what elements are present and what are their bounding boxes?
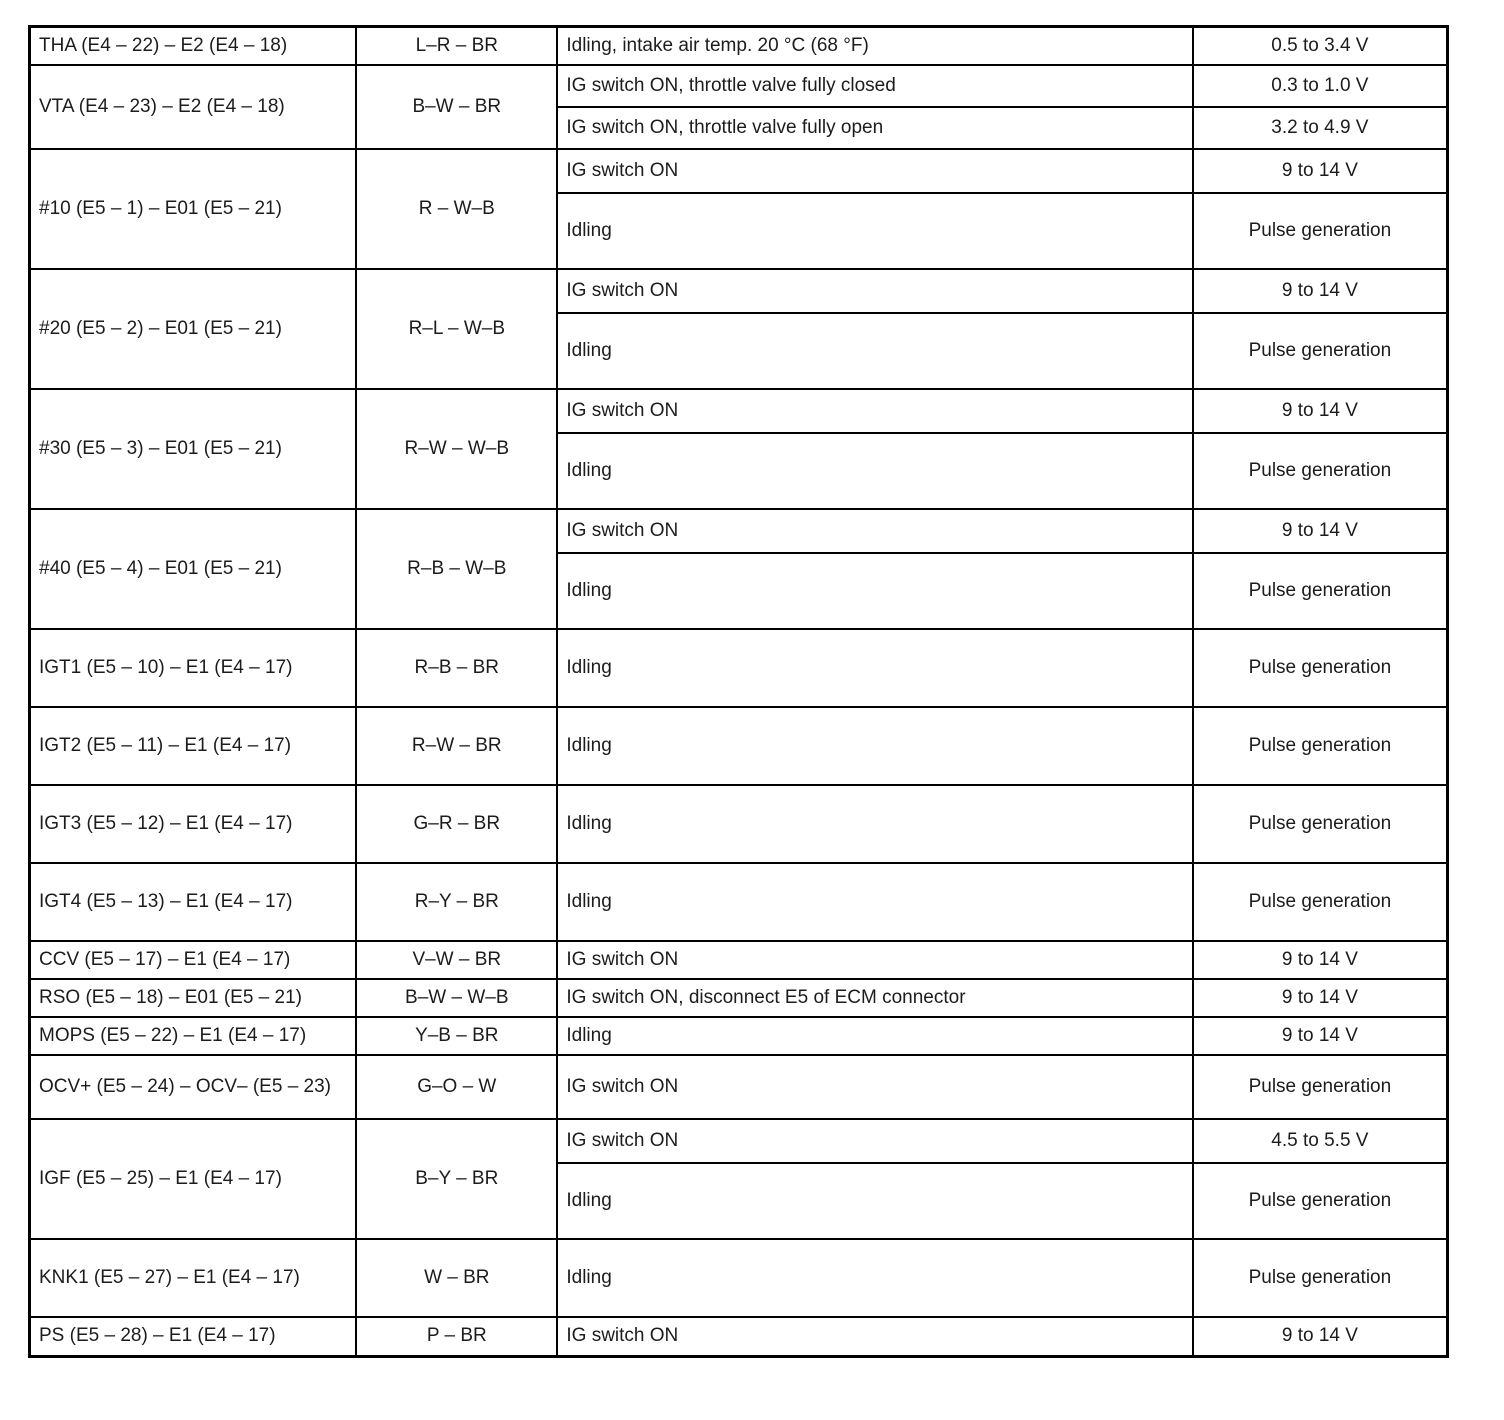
value-cell: Pulse generation xyxy=(1193,863,1448,941)
condition-cell: IG switch ON, disconnect E5 of ECM connector xyxy=(557,979,1192,1017)
value-cell: Pulse generation xyxy=(1193,193,1448,269)
value-cell: Pulse generation xyxy=(1193,553,1448,629)
value-cell: Pulse generation xyxy=(1193,1163,1448,1239)
condition-cell: IG switch ON xyxy=(557,1317,1192,1357)
terminal-cell: CCV (E5 – 17) – E1 (E4 – 17) xyxy=(30,941,357,979)
table-row xyxy=(30,785,1448,863)
table-row xyxy=(30,269,1448,313)
terminal-cell: IGT4 (E5 – 13) – E1 (E4 – 17) xyxy=(30,863,357,941)
condition-cell: IG switch ON xyxy=(557,509,1192,553)
terminal-cell: #20 (E5 – 2) – E01 (E5 – 21) xyxy=(30,269,357,389)
value-cell: Pulse generation xyxy=(1193,1239,1448,1317)
value-cell: Pulse generation xyxy=(1193,313,1448,389)
value-cell: 9 to 14 V xyxy=(1193,149,1448,193)
value-cell: Pulse generation xyxy=(1193,1055,1448,1119)
table-row xyxy=(30,149,1448,193)
value-cell: 0.3 to 1.0 V xyxy=(1193,65,1448,107)
table-row xyxy=(30,1239,1448,1317)
condition-cell: Idling xyxy=(557,313,1192,389)
condition-cell: IG switch ON, throttle valve fully open xyxy=(557,107,1192,149)
condition-cell: Idling xyxy=(557,553,1192,629)
condition-cell: IG switch ON, throttle valve fully closed xyxy=(557,65,1192,107)
table-row xyxy=(30,389,1448,433)
wire-color-cell: R–W – W–B xyxy=(356,389,557,509)
value-cell: Pulse generation xyxy=(1193,433,1448,509)
table-row xyxy=(30,27,1448,65)
value-cell: Pulse generation xyxy=(1193,629,1448,707)
wire-color-cell: Y–B – BR xyxy=(356,1017,557,1055)
value-cell: 9 to 14 V xyxy=(1193,389,1448,433)
condition-cell: Idling xyxy=(557,1163,1192,1239)
value-cell: 9 to 14 V xyxy=(1193,269,1448,313)
terminal-voltage-table xyxy=(28,25,1449,1358)
value-cell: 9 to 14 V xyxy=(1193,979,1448,1017)
terminal-cell: KNK1 (E5 – 27) – E1 (E4 – 17) xyxy=(30,1239,357,1317)
terminal-cell: MOPS (E5 – 22) – E1 (E4 – 17) xyxy=(30,1017,357,1055)
condition-cell: Idling xyxy=(557,707,1192,785)
table-row xyxy=(30,863,1448,941)
terminal-cell: #10 (E5 – 1) – E01 (E5 – 21) xyxy=(30,149,357,269)
terminal-cell: THA (E4 – 22) – E2 (E4 – 18) xyxy=(30,27,357,65)
table-row xyxy=(30,1017,1448,1055)
wire-color-cell: R – W–B xyxy=(356,149,557,269)
condition-cell: Idling xyxy=(557,193,1192,269)
condition-cell: IG switch ON xyxy=(557,269,1192,313)
wire-color-cell: G–R – BR xyxy=(356,785,557,863)
condition-cell: Idling, intake air temp. 20 °C (68 °F) xyxy=(557,27,1192,65)
terminal-cell: VTA (E4 – 23) – E2 (E4 – 18) xyxy=(30,65,357,149)
condition-cell: Idling xyxy=(557,433,1192,509)
value-cell: Pulse generation xyxy=(1193,785,1448,863)
value-cell: 9 to 14 V xyxy=(1193,509,1448,553)
wire-color-cell: W – BR xyxy=(356,1239,557,1317)
value-cell: 4.5 to 5.5 V xyxy=(1193,1119,1448,1163)
terminal-cell: #30 (E5 – 3) – E01 (E5 – 21) xyxy=(30,389,357,509)
condition-cell: IG switch ON xyxy=(557,149,1192,193)
table-row xyxy=(30,1317,1448,1357)
wire-color-cell: G–O – W xyxy=(356,1055,557,1119)
table-row xyxy=(30,979,1448,1017)
table-row xyxy=(30,707,1448,785)
condition-cell: IG switch ON xyxy=(557,1055,1192,1119)
wire-color-cell: B–W – BR xyxy=(356,65,557,149)
condition-cell: IG switch ON xyxy=(557,389,1192,433)
table-row xyxy=(30,1055,1448,1119)
condition-cell: Idling xyxy=(557,1017,1192,1055)
wire-color-cell: V–W – BR xyxy=(356,941,557,979)
condition-cell: IG switch ON xyxy=(557,941,1192,979)
wire-color-cell: R–B – BR xyxy=(356,629,557,707)
terminal-cell: OCV+ (E5 – 24) – OCV– (E5 – 23) xyxy=(30,1055,357,1119)
wire-color-cell: B–Y – BR xyxy=(356,1119,557,1239)
wire-color-cell: L–R – BR xyxy=(356,27,557,65)
value-cell: 3.2 to 4.9 V xyxy=(1193,107,1448,149)
wire-color-cell: R–Y – BR xyxy=(356,863,557,941)
value-cell: 9 to 14 V xyxy=(1193,1017,1448,1055)
table-row xyxy=(30,65,1448,107)
wire-color-cell: R–W – BR xyxy=(356,707,557,785)
terminal-cell: IGF (E5 – 25) – E1 (E4 – 17) xyxy=(30,1119,357,1239)
table-row xyxy=(30,509,1448,553)
condition-cell: Idling xyxy=(557,863,1192,941)
wire-color-cell: P – BR xyxy=(356,1317,557,1357)
value-cell: Pulse generation xyxy=(1193,707,1448,785)
condition-cell: Idling xyxy=(557,629,1192,707)
terminal-cell: #40 (E5 – 4) – E01 (E5 – 21) xyxy=(30,509,357,629)
wire-color-cell: R–L – W–B xyxy=(356,269,557,389)
value-cell: 0.5 to 3.4 V xyxy=(1193,27,1448,65)
condition-cell: Idling xyxy=(557,1239,1192,1317)
value-cell: 9 to 14 V xyxy=(1193,1317,1448,1357)
terminal-cell: IGT2 (E5 – 11) – E1 (E4 – 17) xyxy=(30,707,357,785)
terminal-cell: IGT3 (E5 – 12) – E1 (E4 – 17) xyxy=(30,785,357,863)
wire-color-cell: B–W – W–B xyxy=(356,979,557,1017)
value-cell: 9 to 14 V xyxy=(1193,941,1448,979)
table-row xyxy=(30,629,1448,707)
terminal-cell: RSO (E5 – 18) – E01 (E5 – 21) xyxy=(30,979,357,1017)
table-row xyxy=(30,1119,1448,1163)
wire-color-cell: R–B – W–B xyxy=(356,509,557,629)
condition-cell: Idling xyxy=(557,785,1192,863)
terminal-cell: IGT1 (E5 – 10) – E1 (E4 – 17) xyxy=(30,629,357,707)
terminal-cell: PS (E5 – 28) – E1 (E4 – 17) xyxy=(30,1317,357,1357)
condition-cell: IG switch ON xyxy=(557,1119,1192,1163)
table-row xyxy=(30,941,1448,979)
